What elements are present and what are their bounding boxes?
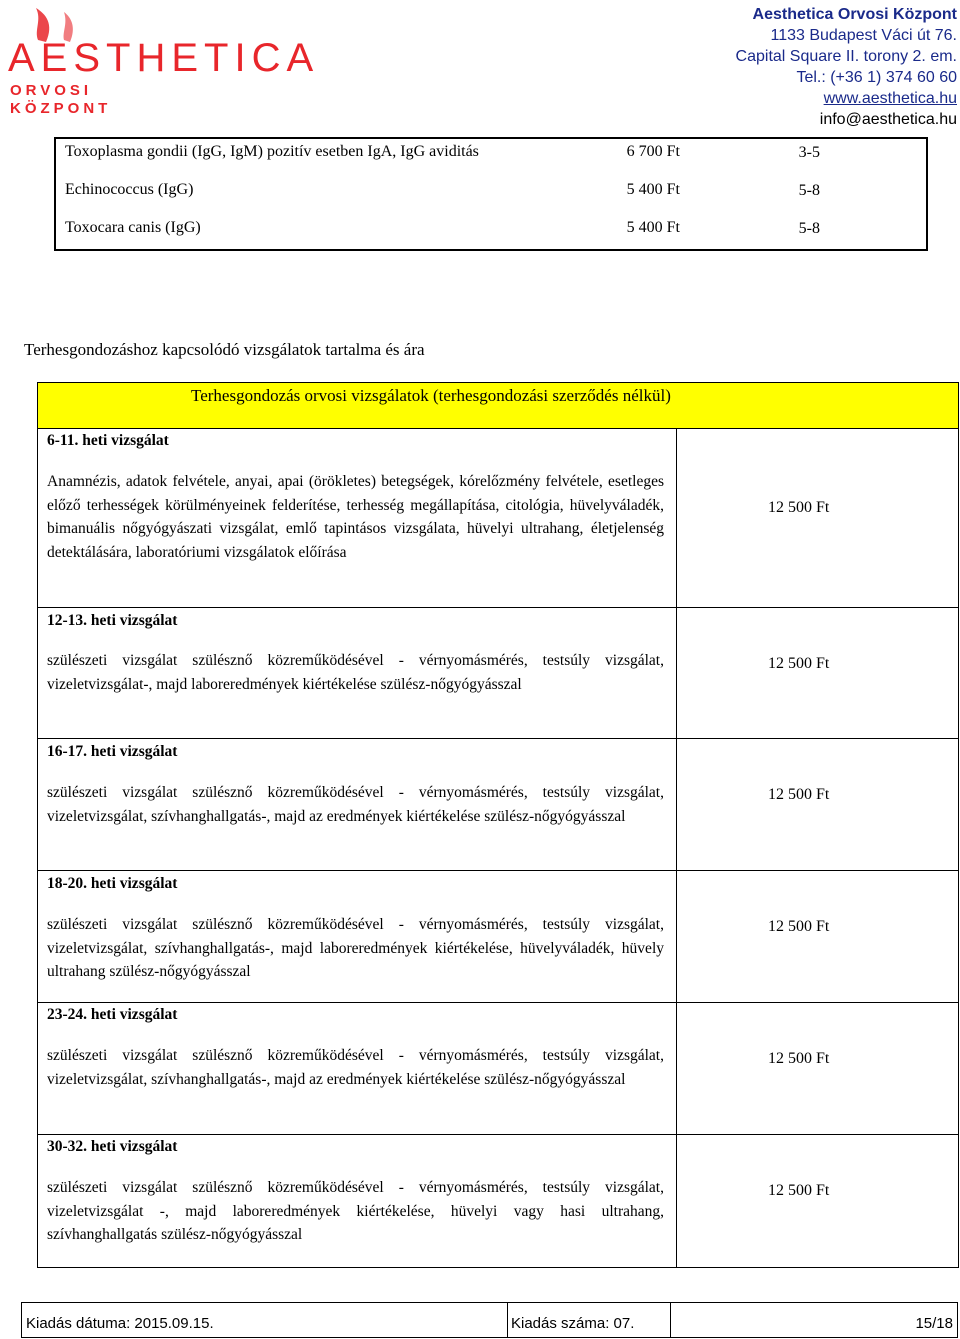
company-name: Aesthetica Orvosi Központ (752, 6, 957, 23)
visit-week: 16-17. heti vizsgálat (47, 743, 178, 760)
visit-description: szülészeti vizsgálat szülésznő közreműködésével - vérnyomásmérés, testsúly vizsgálat, vizeletvizsgálat, szívhanghallgatás-, majd az eredmények kiértékelése szülész-nőgyógyásszal (47, 1047, 664, 1088)
prenatal-care-table (37, 382, 959, 1268)
table-row (56, 215, 926, 253)
visit-week: 18-20. heti vizsgálat (47, 875, 178, 892)
issue-number: Kiadás száma: 07. (511, 1315, 635, 1332)
test-days: 3-5 (798, 144, 820, 161)
visit-price: 12 500 Ft (768, 655, 830, 672)
test-price: 5 400 Ft (626, 181, 680, 198)
issue-date: Kiadás dátuma: 2015.09.15. (26, 1315, 214, 1332)
test-days: 5-8 (798, 182, 820, 199)
visit-price: 12 500 Ft (768, 1182, 830, 1199)
website-link[interactable]: www.aesthetica.hu (823, 90, 957, 107)
company-logo (6, 4, 320, 124)
logo-line2: KÖZPONT (10, 100, 112, 117)
visit-week: 30-32. heti vizsgálat (47, 1138, 178, 1155)
phone: Tel.: (+36 1) 374 60 60 (796, 69, 957, 86)
visit-description: szülészeti vizsgálat szülésznő közreműködésével - vérnyomásmérés, testsúly vizsgálat, vizeletvizsgálat, szívhanghallgatás-, majd az eredmények kiértékelése szülész-nőgyógyásszal (47, 784, 664, 825)
page-number: 15/18 (915, 1315, 953, 1332)
test-price: 5 400 Ft (626, 219, 680, 236)
logo-line1: ORVOSI (10, 82, 93, 99)
test-name: Toxocara canis (IgG) (65, 219, 201, 236)
table-heading: Terhesgondozás orvosi vizsgálatok (terhesgondozási szerződés nélkül) (191, 386, 671, 405)
address-line2: Capital Square II. torony 2. em. (735, 48, 957, 65)
visit-week: 6-11. heti vizsgálat (47, 432, 169, 449)
email: info@aesthetica.hu (819, 111, 957, 128)
visit-price: 12 500 Ft (768, 499, 830, 516)
test-price: 6 700 Ft (626, 143, 680, 160)
contact-block (736, 4, 957, 130)
logo-wordmark: AESTHETICA (8, 36, 320, 80)
test-name: Echinococcus (IgG) (65, 181, 194, 198)
row-divider (38, 1002, 958, 1003)
table-heading-band (38, 383, 958, 429)
visit-price: 12 500 Ft (768, 786, 830, 803)
visit-description: szülészeti vizsgálat szülésznő közreműködésével - vérnyomásmérés, testsúly vizsgálat, vizeletvizsgálat, szívhanghallgatás-, majd laboreredmények kiértékelése, hüvelyváladék, hüvely ultrahang szülész-nőgyógyásszal (47, 916, 664, 981)
section-title: Terhesgondozáshoz kapcsolódó vizsgálatok tartalma és ára (24, 340, 425, 359)
footer-divider (507, 1303, 508, 1337)
test-days: 5-8 (798, 220, 820, 237)
column-divider (676, 429, 677, 1268)
visit-price: 12 500 Ft (768, 1050, 830, 1067)
visit-week: 12-13. heti vizsgálat (47, 612, 178, 629)
table-row (56, 177, 926, 215)
address-line1: 1133 Budapest Váci út 76. (770, 27, 957, 44)
test-name: Toxoplasma gondii (IgG, IgM) pozitív esetben IgA, IgG aviditás (65, 143, 479, 160)
visit-description: szülészeti vizsgálat szülésznő közreműködésével - vérnyomásmérés, testsúly vizsgálat, vizeletvizsgálat -, majd laboreredmények kiértékelése, hüvelyi vagy hasi ultrahang, szívhanghallgatás szülész-nőgyógyásszal (47, 1179, 664, 1244)
visit-price: 12 500 Ft (768, 918, 830, 935)
page-footer (21, 1302, 958, 1338)
row-divider (38, 607, 958, 608)
visit-description: Anamnézis, adatok felvétele, anyai, apai (örökletes) betegségek, kórelőzmény felvétele, esetleges előző terhességek körülményeinek felderítése, terhesség megállapítása, citológia, hüvelyváladék, bimanuális nőgyógyászati vizsgálat, emlő tapintásos vizsgálata, hüvelyi ultrahang, életjelenség detektálására, laboratóriumi vizsgálatok előírása (47, 473, 664, 562)
lab-test-table (54, 137, 928, 251)
footer-divider (670, 1303, 671, 1337)
row-divider (38, 1134, 958, 1135)
row-divider (38, 738, 958, 739)
row-divider (38, 870, 958, 871)
visit-week: 23-24. heti vizsgálat (47, 1006, 178, 1023)
visit-description: szülészeti vizsgálat szülésznő közreműködésével - vérnyomásmérés, testsúly vizsgálat, vizeletvizsgálat-, majd laboreredmények kiértékelése szülész-nőgyógyásszal (47, 652, 664, 693)
table-row (56, 139, 926, 177)
